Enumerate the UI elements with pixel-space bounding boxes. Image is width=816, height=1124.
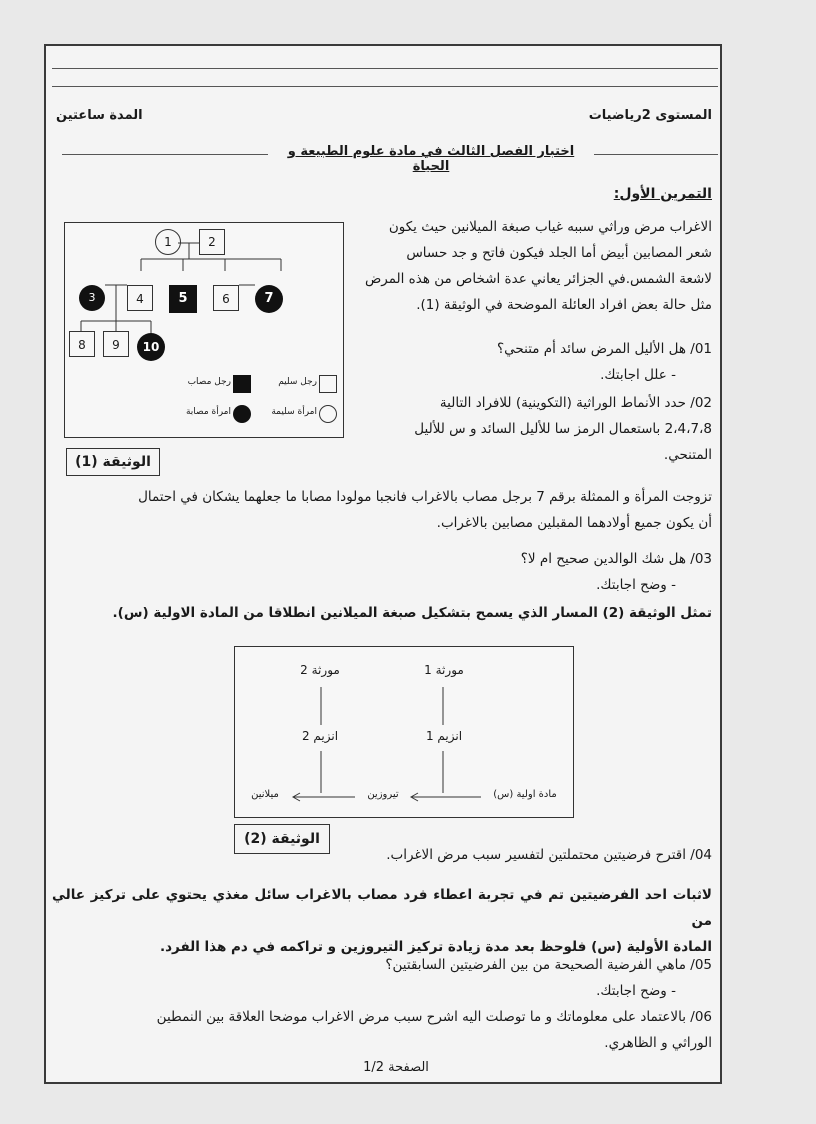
exam-title: اختبار الفصل الثالث في مادة علوم الطبيعة و الحياة bbox=[287, 144, 575, 174]
question-2-line: 2،4،7،8 باستعمال الرمز سا للأليل السائد و س للأليل bbox=[414, 421, 712, 437]
question-5-sub: - وضح اجابتك. bbox=[596, 983, 676, 999]
document-1-caption: الوثيقة (1) bbox=[66, 448, 160, 476]
legend-healthy-man-symbol bbox=[319, 375, 337, 393]
individual-6-healthy-man: 6 bbox=[213, 285, 239, 311]
question-5-text: 05/ ماهي الفرضية الصحيحة من بين الفرضيتين السابقتين؟ bbox=[385, 957, 712, 973]
substrate-label: مادة اولية (س) bbox=[493, 789, 557, 800]
legend-affected-man-label: رجل مصاب bbox=[187, 377, 231, 387]
question-3-sub: - وضح اجابتك. bbox=[596, 577, 676, 593]
title-rule-right bbox=[594, 154, 718, 155]
legend-healthy-woman-symbol bbox=[319, 405, 337, 423]
individual-1-healthy-woman: 1 bbox=[155, 229, 181, 255]
enzyme-2-label: انزيم 2 bbox=[301, 729, 339, 743]
level-label: المستوى 2رياضيات bbox=[588, 108, 712, 123]
experiment-line: المادة الأولية (س) فلوحظ بعد مدة زيادة تركيز التيروزين و تراكمه في دم هذا الفرد. bbox=[159, 939, 712, 955]
page-number: الصفحة 1/2 bbox=[363, 1060, 429, 1075]
gene-2-label: مورثة 2 bbox=[300, 663, 340, 677]
question-5-sub-text: وضح اجابتك. bbox=[596, 983, 667, 999]
intro-line: شعر المصابين أبيض أما الجلد فيكون فاتح و جد حساس bbox=[406, 245, 712, 261]
pathway-document bbox=[234, 646, 574, 818]
melanin-label: ميلانين bbox=[251, 789, 279, 800]
question-6-line: 06/ بالاعتماد على معلوماتك و ما توصلت اليه اشرح سبب مرض الاغراب موضحا العلاقة بين النمطين bbox=[156, 1009, 712, 1025]
legend-affected-man-symbol bbox=[233, 375, 251, 393]
individual-7-affected-woman: 7 bbox=[255, 285, 283, 313]
question-1-sub: - علل اجابتك. bbox=[600, 367, 676, 383]
individual-10-affected-woman: 10 bbox=[137, 333, 165, 361]
legend-healthy-man-label: رجل سليم bbox=[278, 377, 317, 387]
legend-healthy-woman-label: امرأة سليمة bbox=[271, 407, 317, 417]
marriage-paragraph bbox=[52, 484, 712, 536]
individual-5-affected-man: 5 bbox=[169, 285, 197, 313]
question-5 bbox=[52, 952, 712, 1004]
intro-line: لاشعة الشمس.في الجزائر يعاني عدة اشخاص من هذه المرض bbox=[364, 271, 712, 287]
enzyme-1-label: انزيم 1 bbox=[425, 729, 463, 743]
top-rule-2 bbox=[52, 86, 718, 87]
individual-4-healthy-man: 4 bbox=[127, 285, 153, 311]
individual-9-healthy-man: 9 bbox=[103, 331, 129, 357]
intro-paragraph bbox=[332, 214, 712, 318]
question-4: 04/ اقترح فرضيتين محتملتين لتفسير سبب مرض الاغراب. bbox=[386, 847, 712, 863]
question-6-line: الوراثي و الظاهري. bbox=[604, 1035, 712, 1051]
document-2-intro: تمثل الوثيقة (2) المسار الذي يسمح بتشكيل صبغة الميلانين انطلاقا من المادة الاولية (س). bbox=[112, 605, 712, 621]
question-2-line: المتنحي. bbox=[663, 447, 712, 463]
tyrosine-label: تيروزين bbox=[367, 789, 399, 800]
experiment-paragraph bbox=[52, 882, 712, 960]
individual-3-affected-woman: 3 bbox=[79, 285, 105, 311]
question-1-text: 01/ هل الأليل المرض سائد أم متنحي؟ bbox=[496, 341, 712, 357]
exam-page bbox=[44, 44, 722, 1084]
question-3-text: 03/ هل شك الوالدين صحيح ام لا؟ bbox=[520, 551, 712, 567]
legend-affected-woman-label: امرأة مصابة bbox=[185, 407, 231, 417]
title-rule-left bbox=[62, 154, 268, 155]
question-3 bbox=[52, 546, 712, 598]
duration-label: المدة ساعتين bbox=[56, 108, 143, 123]
marriage-line: تزوجت المرأة و الممثلة برقم 7 برجل مصاب بالاغراب فانجبا مولودا مصابا ما جعلهما يشكان في احتمال bbox=[138, 489, 712, 505]
question-3-sub-text: وضح اجابتك. bbox=[596, 577, 667, 593]
top-rule bbox=[52, 68, 718, 69]
individual-8-healthy-man: 8 bbox=[69, 331, 95, 357]
question-6 bbox=[52, 1004, 712, 1056]
exercise-title: التمرين الأول: bbox=[613, 186, 712, 202]
marriage-line: أن يكون جميع أولادهما المقبلين مصابين بالاغراب. bbox=[436, 515, 712, 531]
document-2-caption: الوثيقة (2) bbox=[234, 824, 330, 854]
question-2-line: 02/ حدد الأنماط الوراثية (التكوينية) للافراد التالية bbox=[439, 395, 712, 411]
legend-affected-woman-symbol bbox=[233, 405, 251, 423]
experiment-line: لاثبات احد الفرضيتين تم في تجربة اعطاء فرد مصاب بالاغراب سائل مغذي يحتوي على تركيز عالي من bbox=[52, 887, 712, 929]
gene-1-label: مورثة 1 bbox=[424, 663, 464, 677]
intro-line: الاغراب مرض وراثي سببه غياب صبغة الميلانين حيث يكون bbox=[388, 219, 712, 235]
question-1-sub-text: علل اجابتك. bbox=[600, 367, 667, 383]
intro-line: مثل حالة بعض افراد العائلة الموضحة في الوثيقة (1). bbox=[416, 297, 712, 313]
individual-2-healthy-man: 2 bbox=[199, 229, 225, 255]
question-1 bbox=[332, 336, 712, 388]
pedigree-document bbox=[64, 222, 344, 438]
question-2 bbox=[332, 390, 712, 468]
